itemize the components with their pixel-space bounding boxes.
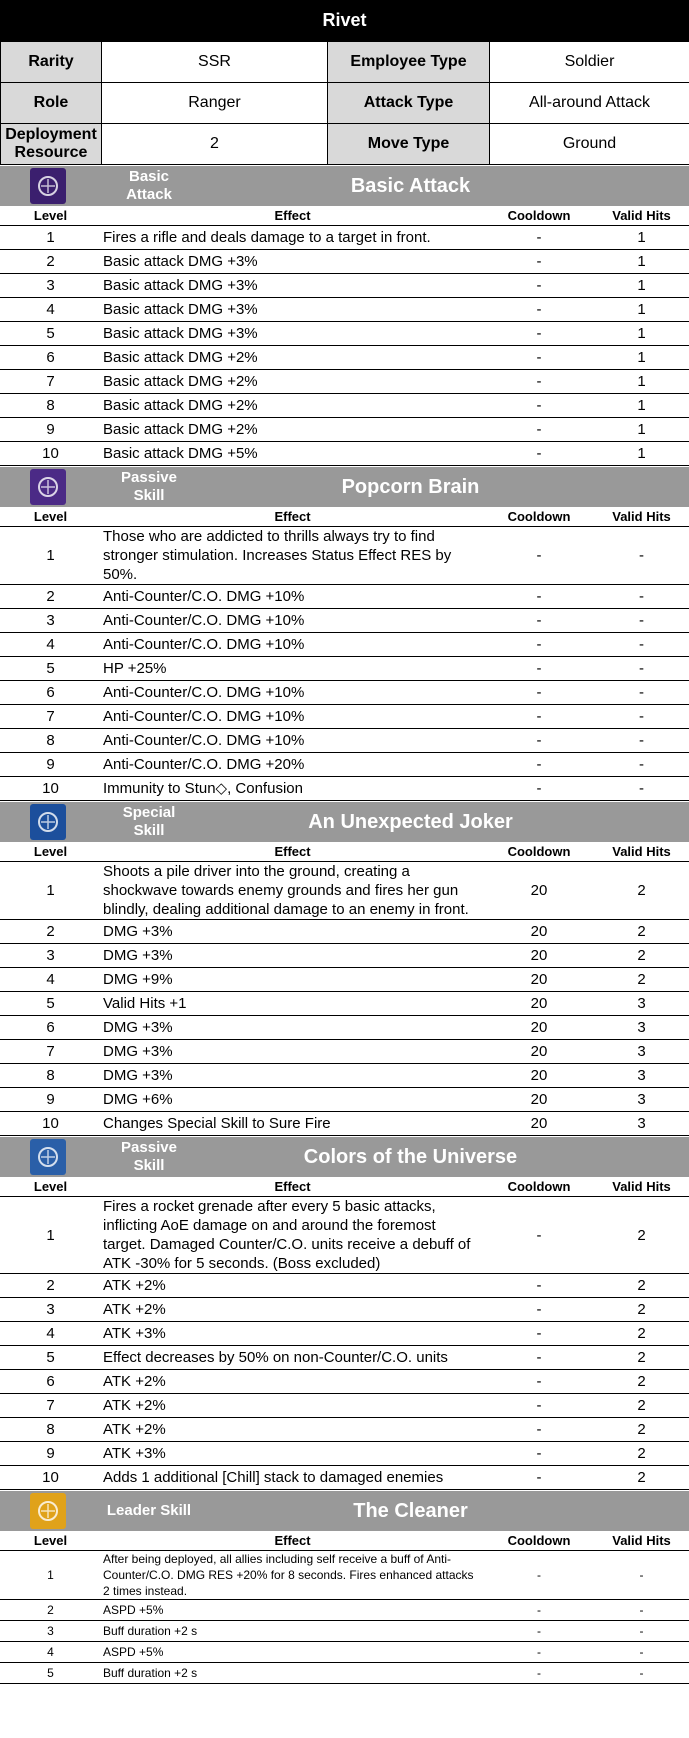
effect-cell: ATK +2% [101,1394,484,1418]
table-header-row [0,842,689,862]
effect-cell: Anti-Counter/C.O. DMG +10% [101,633,484,657]
level-cell: 10 [0,1112,101,1136]
level-cell: 5 [0,1346,101,1370]
rocket-grenade-icon [30,1139,66,1175]
level-cell: 5 [0,992,101,1016]
valid-hits-cell: 2 [594,1442,689,1466]
table-row [0,418,689,442]
effect-cell: Immunity to Stun◇, Confusion [101,777,484,801]
cooldown-cell: - [484,1418,594,1442]
level-cell: 9 [0,1442,101,1466]
cooldown-cell: - [484,250,594,274]
cooldown-cell: - [484,298,594,322]
cooldown-cell: - [484,1466,594,1490]
level-cell: 1 [0,226,101,250]
level-cell: 7 [0,705,101,729]
cooldown-cell: - [484,633,594,657]
cooldown-cell: - [484,777,594,801]
level-cell: 3 [0,274,101,298]
level-cell: 10 [0,1466,101,1490]
valid-hits-cell: - [594,681,689,705]
cooldown-cell: - [484,1346,594,1370]
valid-hits-cell: - [594,753,689,777]
basic-attack-icon [30,168,66,204]
pile-driver-icon [30,804,66,840]
effect-cell: Buff duration +2 s [101,1621,484,1642]
rarity-value: SSR [102,42,328,83]
cooldown-cell: 20 [484,992,594,1016]
cooldown-cell: - [484,1663,594,1684]
level-cell: 9 [0,1088,101,1112]
effect-cell: Shoots a pile driver into the ground, creating a shockwave towards enemy grounds and fires her gun blindly, dealing additional damage to an enemy in front. [101,862,484,920]
valid-hits-cell: 2 [594,1466,689,1490]
effect-cell: ATK +2% [101,1370,484,1394]
cooldown-header: Cooldown [484,842,594,862]
effect-cell: Anti-Counter/C.O. DMG +20% [101,753,484,777]
table-row [0,1663,689,1684]
table-row [0,705,689,729]
effect-cell: Anti-Counter/C.O. DMG +10% [101,729,484,753]
cooldown-header: Cooldown [484,1177,594,1197]
effect-cell: Adds 1 additional [Chill] stack to damaged enemies [101,1466,484,1490]
table-row [0,1466,689,1490]
effect-cell: ASPD +5% [101,1600,484,1621]
table-row [0,968,689,992]
effect-cell: Basic attack DMG +2% [101,346,484,370]
cooldown-cell: - [484,1642,594,1663]
skill-header [0,1490,689,1531]
effect-cell: Those who are addicted to thrills always try to find stronger stimulation. Increases Status Effect RES by 50%. [101,527,484,585]
level-cell: 5 [0,322,101,346]
skill-header [0,165,689,206]
table-header-row [0,507,689,527]
cooldown-cell: - [484,527,594,585]
valid-hits-cell: 2 [594,1298,689,1322]
level-cell: 4 [0,633,101,657]
deployment-value: 2 [102,124,328,165]
skill-category: Leader Skill [106,1502,192,1519]
cooldown-cell: 20 [484,920,594,944]
cooldown-cell: - [484,657,594,681]
table-row [0,1197,689,1274]
level-cell: 9 [0,753,101,777]
effect-cell: ATK +3% [101,1442,484,1466]
skills-container [0,165,689,1684]
table-row [0,274,689,298]
level-header: Level [0,1531,101,1551]
level-cell: 2 [0,1274,101,1298]
effect-cell: Anti-Counter/C.O. DMG +10% [101,585,484,609]
cooldown-cell: 20 [484,968,594,992]
leader-wing-icon [30,1493,66,1529]
table-row [0,1394,689,1418]
info-row [1,124,689,165]
table-row [0,777,689,801]
table-row [0,1016,689,1040]
level-cell: 1 [0,1197,101,1274]
table-row [0,1040,689,1064]
cooldown-cell: - [484,1370,594,1394]
table-row [0,1621,689,1642]
level-cell: 6 [0,1016,101,1040]
level-cell: 4 [0,1322,101,1346]
level-cell: 10 [0,777,101,801]
level-cell: 2 [0,920,101,944]
level-cell: 8 [0,1418,101,1442]
table-row [0,1346,689,1370]
effect-cell: Anti-Counter/C.O. DMG +10% [101,705,484,729]
cooldown-cell: - [484,1394,594,1418]
rarity-label: Rarity [1,42,102,83]
table-row [0,1064,689,1088]
effect-header: Effect [101,206,484,226]
level-cell: 1 [0,527,101,585]
valid-hits-cell: - [594,585,689,609]
level-cell: 6 [0,681,101,705]
effect-cell: DMG +9% [101,968,484,992]
table-row [0,1112,689,1136]
valid-hits-cell: 3 [594,1112,689,1136]
valid-hits-header: Valid Hits [594,842,689,862]
effect-cell: Basic attack DMG +3% [101,250,484,274]
valid-hits-cell: 3 [594,1088,689,1112]
skill-table [0,206,689,466]
valid-hits-cell: 2 [594,1274,689,1298]
valid-hits-header: Valid Hits [594,1177,689,1197]
move-type-label: Move Type [328,124,490,165]
valid-hits-cell: 1 [594,394,689,418]
cooldown-cell: - [484,585,594,609]
cooldown-cell: - [484,1322,594,1346]
level-cell: 7 [0,1040,101,1064]
attack-type-value: All-around Attack [490,83,689,124]
valid-hits-cell: - [594,1642,689,1663]
effect-cell: ASPD +5% [101,1642,484,1663]
table-row [0,1088,689,1112]
table-row [0,681,689,705]
valid-hits-cell: - [594,609,689,633]
cooldown-cell: - [484,1274,594,1298]
table-row [0,298,689,322]
level-header: Level [0,842,101,862]
skill-table [0,507,689,801]
valid-hits-header: Valid Hits [594,507,689,527]
effect-cell: Basic attack DMG +3% [101,322,484,346]
valid-hits-header: Valid Hits [594,206,689,226]
cooldown-cell: - [484,729,594,753]
valid-hits-cell: 1 [594,250,689,274]
level-cell: 5 [0,1663,101,1684]
skill-table [0,1177,689,1490]
valid-hits-cell: 2 [594,944,689,968]
valid-hits-cell: 1 [594,442,689,466]
level-cell: 10 [0,442,101,466]
valid-hits-cell: 3 [594,1040,689,1064]
cooldown-cell: 20 [484,1040,594,1064]
level-cell: 4 [0,968,101,992]
level-cell: 3 [0,1298,101,1322]
valid-hits-header: Valid Hits [594,1531,689,1551]
table-row [0,753,689,777]
effect-cell: Fires a rocket grenade after every 5 basic attacks, inflicting AoE damage on and around the foremost target. Damaged Counter/C.O. units receive a debuff of ATK -30% for 5 seconds. (Boss excluded) [101,1197,484,1274]
table-row [0,226,689,250]
cooldown-cell: - [484,442,594,466]
table-row [0,1322,689,1346]
effect-header: Effect [101,1531,484,1551]
table-row [0,442,689,466]
level-header: Level [0,507,101,527]
effect-cell: Basic attack DMG +3% [101,274,484,298]
effect-cell: ATK +3% [101,1322,484,1346]
effect-cell: ATK +2% [101,1298,484,1322]
skill-name: An Unexpected Joker [308,810,513,833]
valid-hits-cell: 2 [594,1418,689,1442]
valid-hits-cell: - [594,1663,689,1684]
effect-cell: Anti-Counter/C.O. DMG +10% [101,609,484,633]
level-cell: 8 [0,1064,101,1088]
level-cell: 4 [0,1642,101,1663]
info-row [1,42,689,83]
table-row [0,862,689,920]
table-row [0,322,689,346]
effect-cell: ATK +2% [101,1274,484,1298]
effect-cell: Basic attack DMG +2% [101,394,484,418]
skill-header [0,801,689,842]
table-row [0,370,689,394]
cooldown-cell: 20 [484,1064,594,1088]
effect-cell: DMG +3% [101,920,484,944]
skill-category: Special Skill [122,804,176,839]
table-row [0,250,689,274]
move-type-value: Ground [490,124,689,165]
cooldown-cell: 20 [484,862,594,920]
table-row [0,346,689,370]
table-row [0,633,689,657]
level-cell: 6 [0,346,101,370]
valid-hits-cell: 2 [594,862,689,920]
valid-hits-cell: 3 [594,1064,689,1088]
employee-type-value: Soldier [490,42,689,83]
cooldown-cell: - [484,753,594,777]
valid-hits-cell: 3 [594,992,689,1016]
skill-table [0,842,689,1136]
skill-table [0,1531,689,1684]
cooldown-cell: 20 [484,1016,594,1040]
effect-header: Effect [101,507,484,527]
table-row [0,657,689,681]
cooldown-cell: - [484,1298,594,1322]
level-cell: 8 [0,729,101,753]
cooldown-header: Cooldown [484,1531,594,1551]
cooldown-cell: 20 [484,1088,594,1112]
level-cell: 1 [0,1551,101,1600]
effect-cell: Anti-Counter/C.O. DMG +10% [101,681,484,705]
level-cell: 7 [0,1394,101,1418]
valid-hits-cell: 2 [594,1370,689,1394]
table-row [0,1642,689,1663]
table-row [0,944,689,968]
cooldown-cell: - [484,1551,594,1600]
cooldown-cell: - [484,1442,594,1466]
valid-hits-cell: - [594,527,689,585]
cooldown-header: Cooldown [484,206,594,226]
role-value: Ranger [102,83,328,124]
valid-hits-cell: 1 [594,346,689,370]
table-row [0,1274,689,1298]
info-table [0,41,689,165]
valid-hits-cell: 3 [594,1016,689,1040]
table-row [0,1418,689,1442]
table-row [0,992,689,1016]
cooldown-cell: - [484,370,594,394]
skill-category: Basic Attack [126,168,172,203]
skill-category: Passive Skill [121,1139,177,1174]
page-title: Rivet [0,0,689,41]
level-cell: 7 [0,370,101,394]
table-header-row [0,206,689,226]
effect-cell: HP +25% [101,657,484,681]
effect-cell: Effect decreases by 50% on non-Counter/C.O. units [101,1346,484,1370]
skill-name: Colors of the Universe [303,1145,518,1168]
cooldown-cell: - [484,274,594,298]
table-header-row [0,1177,689,1197]
skill-category: Passive Skill [121,469,177,504]
attack-type-label: Attack Type [328,83,490,124]
cooldown-header: Cooldown [484,507,594,527]
skill-name: Basic Attack [350,174,471,197]
valid-hits-cell: - [594,1621,689,1642]
level-header: Level [0,1177,101,1197]
skill-name: Popcorn Brain [341,475,480,498]
cooldown-cell: - [484,1600,594,1621]
cooldown-cell: - [484,394,594,418]
table-row [0,920,689,944]
valid-hits-cell: 1 [594,418,689,442]
table-row [0,527,689,585]
level-cell: 2 [0,1600,101,1621]
cooldown-cell: - [484,226,594,250]
level-cell: 5 [0,657,101,681]
level-cell: 1 [0,862,101,920]
valid-hits-cell: 1 [594,370,689,394]
skill-header [0,466,689,507]
table-row [0,1442,689,1466]
cooldown-cell: - [484,705,594,729]
info-row [1,83,689,124]
valid-hits-cell: - [594,633,689,657]
effect-cell: Valid Hits +1 [101,992,484,1016]
cooldown-cell: - [484,346,594,370]
cooldown-cell: - [484,322,594,346]
brain-icon [30,469,66,505]
table-row [0,729,689,753]
level-cell: 6 [0,1370,101,1394]
valid-hits-cell: - [594,1551,689,1600]
skill-name: The Cleaner [353,1499,468,1522]
cooldown-cell: 20 [484,1112,594,1136]
valid-hits-cell: 2 [594,1394,689,1418]
level-header: Level [0,206,101,226]
table-header-row [0,1531,689,1551]
table-row [0,1600,689,1621]
valid-hits-cell: - [594,1600,689,1621]
table-row [0,609,689,633]
valid-hits-cell: 2 [594,968,689,992]
cooldown-cell: - [484,1197,594,1274]
cooldown-cell: - [484,418,594,442]
role-label: Role [1,83,102,124]
valid-hits-cell: 1 [594,298,689,322]
valid-hits-cell: 1 [594,226,689,250]
cooldown-cell: - [484,609,594,633]
valid-hits-cell: 2 [594,1346,689,1370]
level-cell: 3 [0,1621,101,1642]
valid-hits-cell: 2 [594,920,689,944]
effect-cell: Basic attack DMG +2% [101,370,484,394]
table-row [0,1551,689,1600]
employee-type-label: Employee Type [328,42,490,83]
effect-header: Effect [101,842,484,862]
valid-hits-cell: 2 [594,1197,689,1274]
effect-cell: Fires a rifle and deals damage to a target in front. [101,226,484,250]
cooldown-cell: - [484,1621,594,1642]
valid-hits-cell: - [594,705,689,729]
effect-cell: DMG +3% [101,1016,484,1040]
level-cell: 3 [0,609,101,633]
valid-hits-cell: - [594,657,689,681]
skill-header [0,1136,689,1177]
level-cell: 3 [0,944,101,968]
effect-cell: Basic attack DMG +2% [101,418,484,442]
valid-hits-cell: 1 [594,274,689,298]
effect-cell: Basic attack DMG +5% [101,442,484,466]
table-row [0,394,689,418]
effect-cell: ATK +2% [101,1418,484,1442]
effect-header: Effect [101,1177,484,1197]
valid-hits-cell: - [594,729,689,753]
deployment-label: Deployment Resource [1,124,102,165]
valid-hits-cell: 2 [594,1322,689,1346]
effect-cell: Changes Special Skill to Sure Fire [101,1112,484,1136]
table-row [0,1298,689,1322]
effect-cell: DMG +3% [101,944,484,968]
level-cell: 8 [0,394,101,418]
effect-cell: DMG +3% [101,1040,484,1064]
level-cell: 2 [0,250,101,274]
effect-cell: After being deployed, all allies including self receive a buff of Anti-Counter/C.O. DMG RES +20% for 8 seconds. Fires enhanced attacks 2 times instead. [101,1551,484,1600]
valid-hits-cell: - [594,777,689,801]
table-row [0,585,689,609]
level-cell: 9 [0,418,101,442]
level-cell: 2 [0,585,101,609]
effect-cell: DMG +6% [101,1088,484,1112]
table-row [0,1370,689,1394]
level-cell: 4 [0,298,101,322]
cooldown-cell: 20 [484,944,594,968]
cooldown-cell: - [484,681,594,705]
effect-cell: Basic attack DMG +3% [101,298,484,322]
effect-cell: DMG +3% [101,1064,484,1088]
effect-cell: Buff duration +2 s [101,1663,484,1684]
valid-hits-cell: 1 [594,322,689,346]
